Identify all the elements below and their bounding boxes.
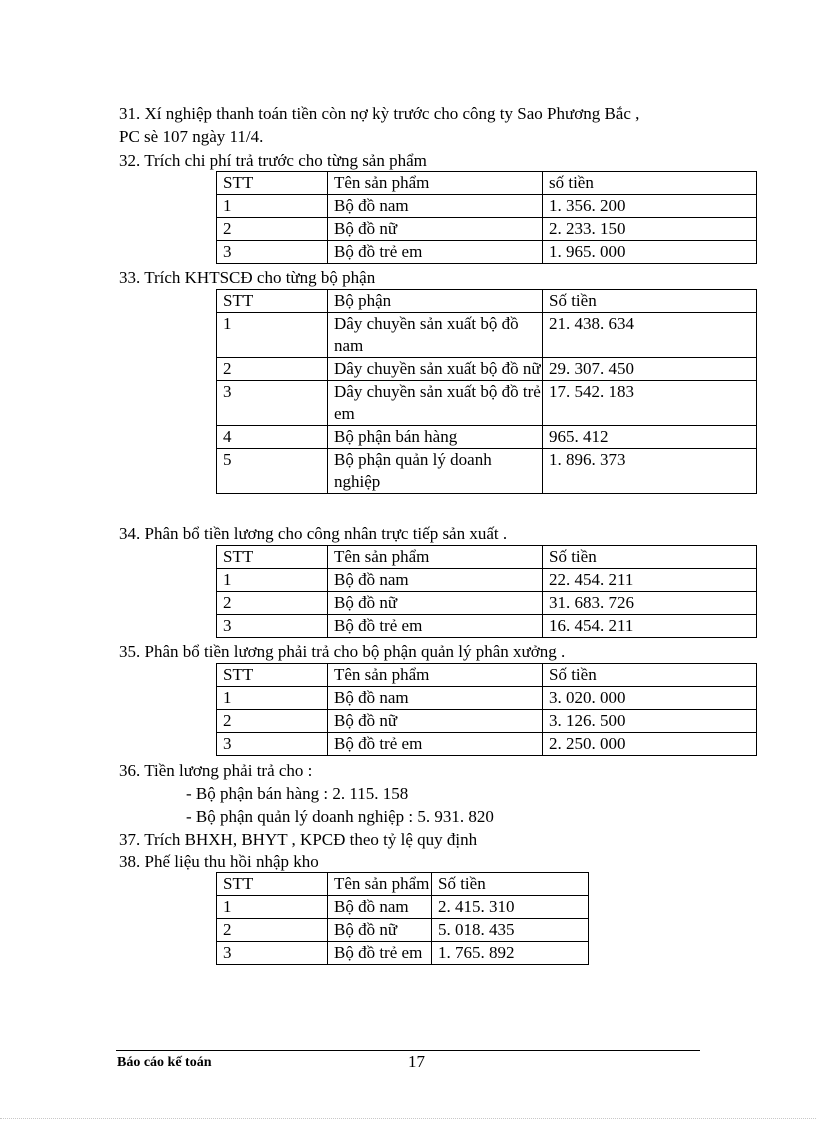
table-row [217,615,757,638]
table-cell: 1. 765. 892 [432,942,589,965]
table-cell: Bộ đồ nữ [328,919,432,942]
table-row [217,381,757,426]
table-cell: 965. 412 [543,426,757,449]
table-cell: 22. 454. 211 [543,569,757,592]
table-cell: 1. 896. 373 [543,449,757,494]
table-cell: Bộ đồ trẻ em [328,615,543,638]
table-cell: Bộ phận bán hàng [328,426,543,449]
table-34 [216,545,757,638]
table-cell: 3 [217,615,328,638]
table-cell: 2. 233. 150 [543,218,757,241]
table-row [217,733,757,756]
table-row [217,426,757,449]
table-cell: 1 [217,313,328,358]
table-cell: 3 [217,381,328,426]
item-37-heading: 37. Trích BHXH, BHYT , KPCĐ theo tỷ lệ quy định [119,830,478,849]
table-38 [216,872,589,965]
table-cell: Bộ đồ nữ [328,218,543,241]
item-34-heading: 34. Phân bổ tiền lương cho công nhân trực tiếp sản xuất . [119,524,508,543]
header-cell: Số tiền [543,546,757,569]
table-cell: 3. 020. 000 [543,687,757,710]
table-cell: 3 [217,733,328,756]
item-35-heading: 35. Phân bổ tiền lương phải trả cho bộ phận quản lý phân xưởng . [119,642,566,661]
table-cell: 21. 438. 634 [543,313,757,358]
table-cell: Bộ đồ trẻ em [328,733,543,756]
table-32 [216,171,757,264]
table-cell: 16. 454. 211 [543,615,757,638]
table-cell: 2. 415. 310 [432,896,589,919]
item-32-heading: 32. Trích chi phí trả trước cho từng sản phẩm [119,151,427,170]
table-cell: Bộ đồ nữ [328,710,543,733]
table-cell: Bộ đồ nữ [328,592,543,615]
table-cell: Bộ đồ nam [328,569,543,592]
table-row [217,710,757,733]
table-cell: 5. 018. 435 [432,919,589,942]
table-header-row [217,172,757,195]
table-cell: 17. 542. 183 [543,381,757,426]
table-cell: Dây chuyền sản xuất bộ đồ nam [328,313,543,358]
table-cell: 1. 965. 000 [543,241,757,264]
table-cell: 3 [217,241,328,264]
header-cell: STT [217,873,328,896]
header-cell: Tên sản phẩm [328,546,543,569]
table-cell: 2. 250. 000 [543,733,757,756]
footer-title: Báo cáo kế toán [117,1055,212,1070]
table-cell: 2 [217,218,328,241]
table-cell: 2 [217,358,328,381]
table-row [217,942,589,965]
table-cell: 2 [217,710,328,733]
table-row [217,919,589,942]
item-36-management-dept: - Bộ phận quản lý doanh nghiệp : 5. 931. 820 [186,807,494,826]
header-cell: Tên sản phẩm [328,172,543,195]
table-cell: 1 [217,569,328,592]
header-cell: STT [217,546,328,569]
header-cell: số tiền [543,172,757,195]
table-cell: 2 [217,919,328,942]
table-row [217,449,757,494]
item-38-heading: 38. Phế liệu thu hồi nhập kho [119,852,319,871]
table-cell: 29. 307. 450 [543,358,757,381]
footer-divider [116,1050,700,1051]
table-row [217,358,757,381]
item-33-heading: 33. Trích KHTSCĐ cho từng bộ phận [119,268,376,287]
table-cell: 2 [217,592,328,615]
table-cell: 31. 683. 726 [543,592,757,615]
table-cell: Dây chuyền sản xuất bộ đồ nữ [328,358,543,381]
table-33 [216,289,757,494]
table-row [217,569,757,592]
table-row [217,218,757,241]
table-row [217,896,589,919]
header-cell: Số tiền [543,664,757,687]
table-cell: 1 [217,687,328,710]
table-header-row [217,873,589,896]
table-cell: 4 [217,426,328,449]
table-row [217,195,757,218]
table-35 [216,663,757,756]
item-36-sales-dept: - Bộ phận bán hàng : 2. 115. 158 [186,784,409,803]
table-cell: 1. 356. 200 [543,195,757,218]
table-cell: Bộ đồ nam [328,195,543,218]
table-cell: Bộ đồ nam [328,687,543,710]
table-row [217,592,757,615]
table-cell: 3 [217,942,328,965]
item-31-line-1: 31. Xí nghiệp thanh toán tiền còn nợ kỳ trước cho công ty Sao Phương Bắc , [119,104,640,123]
header-cell: Số tiền [432,873,589,896]
item-31-line-2: PC sè 107 ngày 11/4. [119,127,264,146]
table-cell: 5 [217,449,328,494]
table-cell: Bộ đồ trẻ em [328,241,543,264]
header-cell: STT [217,290,328,313]
table-cell: 1 [217,195,328,218]
table-cell: Bộ phận quản lý doanh nghiệp [328,449,543,494]
page-number: 17 [408,1052,425,1071]
table-cell: Dây chuyền sản xuất bộ đồ trẻ em [328,381,543,426]
table-header-row [217,664,757,687]
header-cell: Tên sản phẩm [328,873,432,896]
table-cell: 3. 126. 500 [543,710,757,733]
header-cell: Bộ phận [328,290,543,313]
table-cell: 1 [217,896,328,919]
header-cell: Tên sản phẩm [328,664,543,687]
table-header-row [217,546,757,569]
table-cell: Bộ đồ nam [328,896,432,919]
table-header-row [217,290,757,313]
item-36-heading: 36. Tiền lương phải trả cho : [119,761,313,780]
header-cell: STT [217,172,328,195]
table-row [217,241,757,264]
table-row [217,313,757,358]
header-cell: Số tiền [543,290,757,313]
header-cell: STT [217,664,328,687]
table-cell: Bộ đồ trẻ em [328,942,432,965]
table-row [217,687,757,710]
page-bottom-dotted-rule [0,1118,816,1119]
